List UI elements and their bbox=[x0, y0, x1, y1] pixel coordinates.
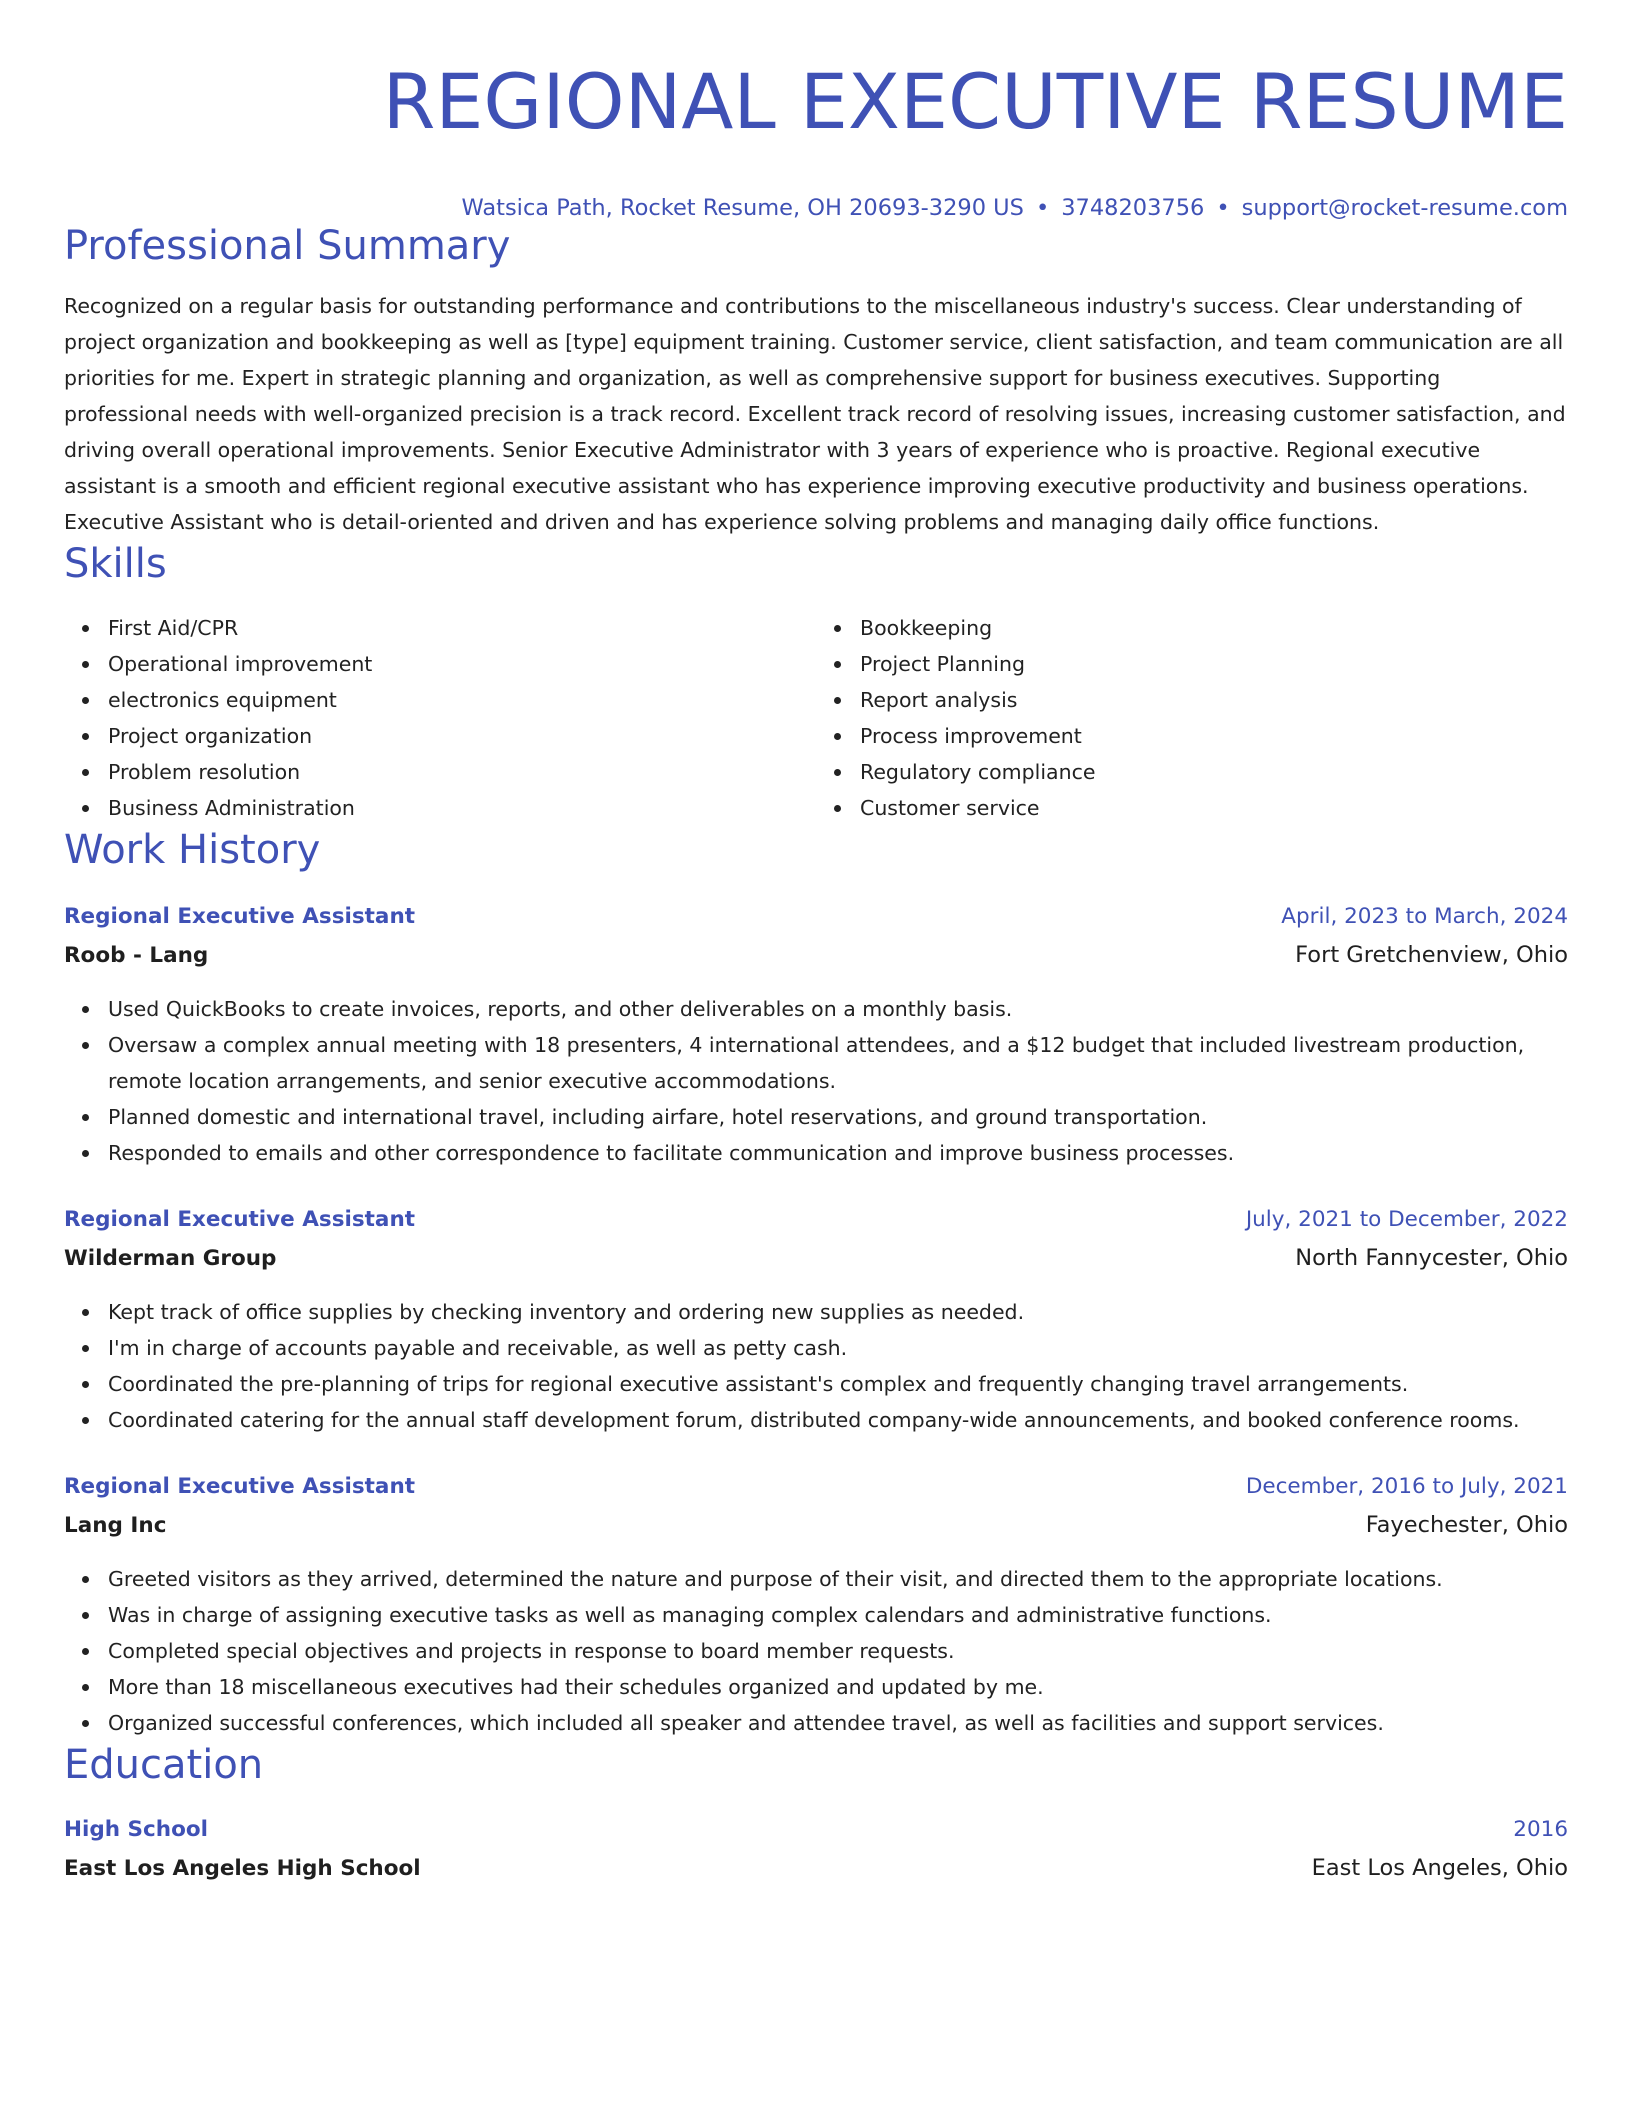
job-entry bbox=[64, 1201, 1568, 1438]
address: Watsica Path, Rocket Resume, OH 20693-3290 US bbox=[461, 195, 1024, 221]
contact-line bbox=[64, 194, 1568, 222]
job-title: Regional Executive Assistant bbox=[64, 1207, 416, 1232]
skills-list bbox=[64, 610, 1568, 826]
job-location: Fort Gretchenview, Ohio bbox=[1295, 942, 1568, 968]
skills-heading: Skills bbox=[64, 541, 167, 587]
contact-separator: • bbox=[1216, 195, 1230, 221]
job-bullet: Coordinated the pre-planning of trips for regional executive assistant's complex and frequently changing travel arrangements. bbox=[108, 1366, 1568, 1402]
skills-column-left bbox=[64, 610, 816, 826]
job-bullet: Kept track of office supplies by checking inventory and ordering new supplies as needed. bbox=[108, 1294, 1568, 1330]
job-company: Roob - Lang bbox=[64, 943, 209, 968]
job-bullet: Responded to emails and other correspondence to facilitate communication and improve business processes. bbox=[108, 1135, 1568, 1171]
skill-item: First Aid/CPR bbox=[108, 610, 816, 646]
job-location: Fayechester, Ohio bbox=[1365, 1512, 1568, 1538]
skill-item: Project organization bbox=[108, 718, 816, 754]
job-bullet: Coordinated catering for the annual staff development forum, distributed company-wide announcements, and booked conference rooms. bbox=[108, 1402, 1568, 1438]
skill-item: Report analysis bbox=[860, 682, 1568, 718]
job-bullet: Oversaw a complex annual meeting with 18 presenters, 4 international attendees, and a $12 budget that included livestream production, remote location arrangements, and senior executive accommodations. bbox=[108, 1027, 1568, 1099]
job-dates: July, 2021 to December, 2022 bbox=[1245, 1207, 1568, 1232]
education-year: 2016 bbox=[1513, 1817, 1568, 1842]
job-dates: December, 2016 to July, 2021 bbox=[1245, 1474, 1568, 1499]
job-bullet: I'm in charge of accounts payable and receivable, as well as petty cash. bbox=[108, 1330, 1568, 1366]
skill-item: electronics equipment bbox=[108, 682, 816, 718]
skill-item: Bookkeeping bbox=[860, 610, 1568, 646]
job-bullets bbox=[64, 991, 1568, 1171]
education-degree: High School bbox=[64, 1817, 208, 1842]
skill-item: Customer service bbox=[860, 790, 1568, 826]
job-title: Regional Executive Assistant bbox=[64, 1474, 416, 1499]
email-link[interactable]: support@rocket-resume.com bbox=[1241, 195, 1568, 221]
job-title: Regional Executive Assistant bbox=[64, 904, 416, 929]
job-bullets bbox=[64, 1561, 1568, 1741]
education-school: East Los Angeles High School bbox=[64, 1856, 421, 1881]
contact-separator: • bbox=[1035, 195, 1050, 221]
summary-heading: Professional Summary bbox=[64, 223, 511, 269]
job-bullet: Greeted visitors as they arrived, determined the nature and purpose of their visit, and directed them to the appropriate locations. bbox=[108, 1561, 1568, 1597]
phone: 3748203756 bbox=[1061, 195, 1205, 221]
skill-item: Business Administration bbox=[108, 790, 816, 826]
job-entry bbox=[64, 898, 1568, 1171]
skill-item: Regulatory compliance bbox=[860, 754, 1568, 790]
skill-item: Project Planning bbox=[860, 646, 1568, 682]
job-bullet: Was in charge of assigning executive tasks as well as managing complex calendars and administrative functions. bbox=[108, 1597, 1568, 1633]
job-entry bbox=[64, 1468, 1568, 1741]
education-location: East Los Angeles, Ohio bbox=[1311, 1855, 1568, 1881]
summary-text: Recognized on a regular basis for outstanding performance and contributions to the miscellaneous industry's success. Clear understanding of project organization and bookkeeping as well as [type] equipment training. Customer service, client satisfaction, and team communication are all priorities for me. Expert in strategic planning and organization, as well as comprehensive support for business executives. Supporting professional needs with well-organized precision is a track record. Excellent track record of resolving issues, increasing customer satisfaction, and driving overall operational improvements. Senior Executive Administrator with 3 years of experience who is proactive. Regional executive assistant is a smooth and efficient regional executive assistant who has experience improving executive productivity and business operations. Executive Assistant who is detail-oriented and driven and has experience solving problems and managing daily office functions. bbox=[64, 294, 1566, 534]
job-bullets bbox=[64, 1294, 1568, 1438]
work-history-heading: Work History bbox=[64, 827, 321, 873]
education-entry bbox=[64, 1811, 1568, 1888]
skills-column-right bbox=[816, 610, 1568, 826]
job-company: Wilderman Group bbox=[64, 1246, 277, 1271]
job-bullet: Planned domestic and international travel, including airfare, hotel reservations, and ground transportation. bbox=[108, 1099, 1568, 1135]
job-location: North Fannycester, Ohio bbox=[1295, 1245, 1568, 1271]
skill-item: Process improvement bbox=[860, 718, 1568, 754]
job-bullet: More than 18 miscellaneous executives had their schedules organized and updated by me. bbox=[108, 1669, 1568, 1705]
job-bullet: Organized successful conferences, which included all speaker and attendee travel, as well as facilities and support services. bbox=[108, 1705, 1568, 1741]
job-company: Lang Inc bbox=[64, 1513, 167, 1538]
education-heading: Education bbox=[64, 1742, 264, 1788]
skill-item: Operational improvement bbox=[108, 646, 816, 682]
job-bullet: Completed special objectives and projects in response to board member requests. bbox=[108, 1633, 1568, 1669]
job-dates: April, 2023 to March, 2024 bbox=[1281, 904, 1568, 929]
skill-item: Problem resolution bbox=[108, 754, 816, 790]
resume-title: REGIONAL EXECUTIVE RESUME bbox=[382, 57, 1568, 146]
job-bullet: Used QuickBooks to create invoices, reports, and other deliverables on a monthly basis. bbox=[108, 991, 1568, 1027]
